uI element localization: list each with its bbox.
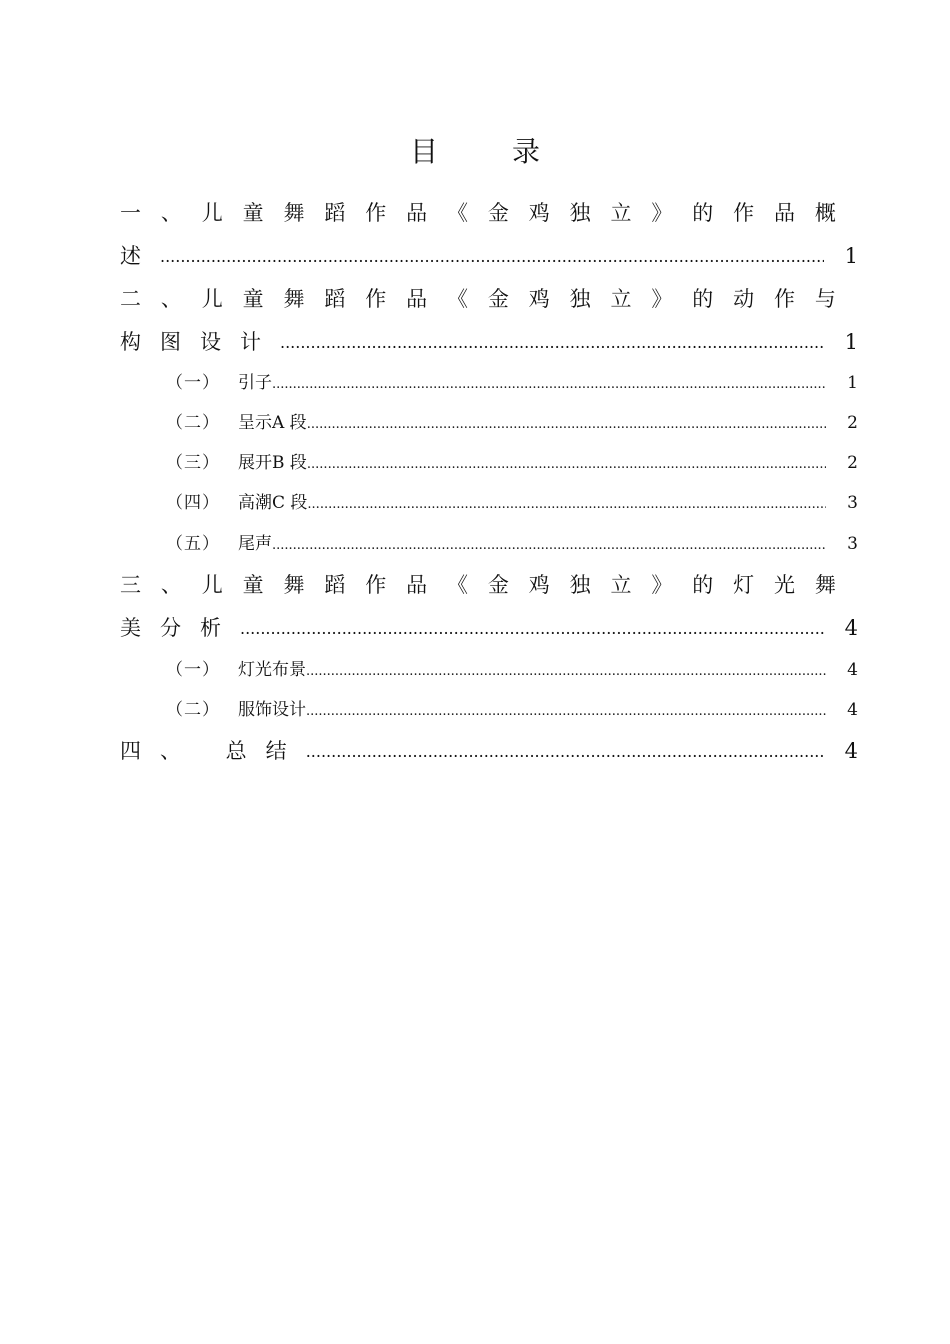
toc-subentry[interactable] (166, 363, 858, 403)
heading-char: 儿 (201, 573, 223, 597)
toc-entry-1[interactable] (120, 192, 858, 278)
heading-char: 独 (569, 573, 591, 597)
toc-entry-continuation: 构图设计 (120, 330, 280, 354)
toc-subentry-label: 尾声 (238, 534, 272, 554)
toc-page-number: 4 (847, 700, 858, 720)
toc-subentry-label: 高潮C 段 (238, 493, 308, 513)
toc-subentry-label: 服饰设计 (238, 700, 306, 720)
heading-char: 立 (610, 573, 632, 597)
toc-page-number: 4 (844, 739, 858, 763)
toc-entry-3[interactable] (120, 564, 858, 650)
heading-char: 动 (733, 287, 755, 311)
toc-page-number: 4 (844, 616, 858, 640)
heading-char: 作 (733, 201, 755, 225)
toc-subentry-number: （一） (166, 373, 220, 393)
heading-char: 一 (120, 201, 141, 225)
heading-char: 金 (487, 201, 509, 225)
heading-char: 蹈 (324, 573, 346, 597)
heading-char: 蹈 (324, 201, 346, 225)
heading-char: 作 (365, 287, 387, 311)
heading-char: 《 (447, 287, 468, 311)
toc-subentry-number: （二） (166, 700, 220, 720)
heading-char: 作 (365, 201, 387, 225)
heading-char: 品 (406, 201, 428, 225)
toc-page-number: 1 (847, 373, 858, 393)
toc-page-number: 3 (847, 493, 858, 513)
heading-char: 、 (160, 573, 182, 597)
dot-leader (272, 526, 826, 566)
heading-char: 与 (814, 287, 836, 311)
heading-char: 、 (160, 287, 182, 311)
heading-char: 独 (569, 287, 591, 311)
toc-page-number: 3 (847, 534, 858, 554)
dot-leader (307, 445, 826, 485)
heading-char: 的 (692, 287, 714, 311)
heading-char: 灯 (733, 573, 755, 597)
dot-leader (240, 607, 824, 650)
heading-char: 童 (242, 287, 264, 311)
heading-char: 舞 (814, 573, 836, 597)
toc-subentry-label: 引子 (238, 373, 272, 393)
toc-title (0, 132, 950, 172)
heading-char: 鸡 (528, 573, 550, 597)
dot-leader (306, 730, 824, 773)
heading-char: 童 (242, 201, 264, 225)
heading-char: 》 (651, 287, 673, 311)
heading-char: 品 (406, 573, 428, 597)
heading-char: 品 (406, 287, 428, 311)
heading-char: 概 (814, 201, 836, 225)
heading-char: 金 (487, 287, 509, 311)
heading-char: 的 (692, 573, 714, 597)
toc-subentry[interactable] (166, 483, 858, 523)
heading-char: 舞 (283, 573, 305, 597)
toc-page-number: 1 (844, 244, 858, 268)
heading-char: 品 (774, 201, 795, 225)
toc-entry-4[interactable] (120, 730, 858, 773)
heading-char: 三 (120, 573, 141, 597)
toc-page-number: 2 (847, 453, 858, 473)
toc-page-number: 1 (844, 330, 858, 354)
dot-leader (272, 365, 826, 405)
toc-page-number: 2 (847, 413, 858, 433)
dot-leader (280, 321, 824, 364)
heading-char: 、 (160, 201, 182, 225)
heading-char: 立 (610, 287, 632, 311)
toc-entry-heading: 四、 总结 (120, 739, 306, 763)
toc-entry-continuation-line (120, 321, 858, 364)
toc-subentry-number: （五） (166, 534, 220, 554)
heading-char: 《 (447, 573, 468, 597)
dot-leader (307, 485, 826, 525)
heading-char: 舞 (283, 287, 305, 311)
toc-subentry[interactable] (166, 524, 858, 564)
dot-leader (306, 692, 826, 732)
toc-subentry-label: 灯光布景 (238, 660, 306, 680)
toc-title-char: 目 (409, 135, 438, 168)
heading-char: 儿 (201, 201, 223, 225)
toc-subentry-number: （四） (166, 493, 220, 513)
heading-char: 》 (651, 573, 673, 597)
toc-entry-2[interactable] (120, 278, 858, 364)
toc-entry-heading-line (120, 278, 836, 321)
toc-entry-continuation: 述 (120, 244, 160, 268)
dot-leader (306, 652, 826, 692)
toc-subentry-label: 展开B 段 (238, 453, 307, 473)
toc-entry-single-line (120, 730, 858, 773)
heading-char: 》 (651, 201, 673, 225)
toc-entry-heading-line (120, 192, 836, 235)
toc-subentry-number: （三） (166, 453, 220, 473)
toc-subentry[interactable] (166, 690, 858, 730)
toc-subentry[interactable] (166, 443, 858, 483)
heading-char: 鸡 (528, 287, 550, 311)
heading-char: 童 (242, 573, 264, 597)
heading-char: 独 (569, 201, 591, 225)
toc-subentry-number: （一） (166, 660, 220, 680)
heading-char: 《 (447, 201, 468, 225)
heading-char: 作 (365, 573, 387, 597)
heading-char: 儿 (201, 287, 223, 311)
toc-subentry-label: 呈示A 段 (238, 413, 307, 433)
heading-char: 鸡 (528, 201, 550, 225)
toc-entry-continuation-line (120, 607, 858, 650)
toc-subentry[interactable] (166, 650, 858, 690)
toc-entry-heading-line (120, 564, 836, 607)
toc-page-number: 4 (847, 660, 858, 680)
heading-char: 立 (610, 201, 632, 225)
toc-entry-continuation-line (120, 235, 858, 278)
heading-char: 二 (120, 287, 141, 311)
heading-char: 蹈 (324, 287, 346, 311)
heading-char: 作 (774, 287, 795, 311)
dot-leader (160, 235, 824, 278)
toc-title-char: 录 (512, 135, 541, 168)
toc-subentry-number: （二） (166, 413, 220, 433)
heading-char: 的 (692, 201, 714, 225)
heading-char: 舞 (283, 201, 305, 225)
heading-char: 金 (487, 573, 509, 597)
toc-subentry[interactable] (166, 403, 858, 443)
dot-leader (307, 405, 826, 445)
heading-char: 光 (774, 573, 795, 597)
toc-entry-continuation: 美分析 (120, 616, 240, 640)
